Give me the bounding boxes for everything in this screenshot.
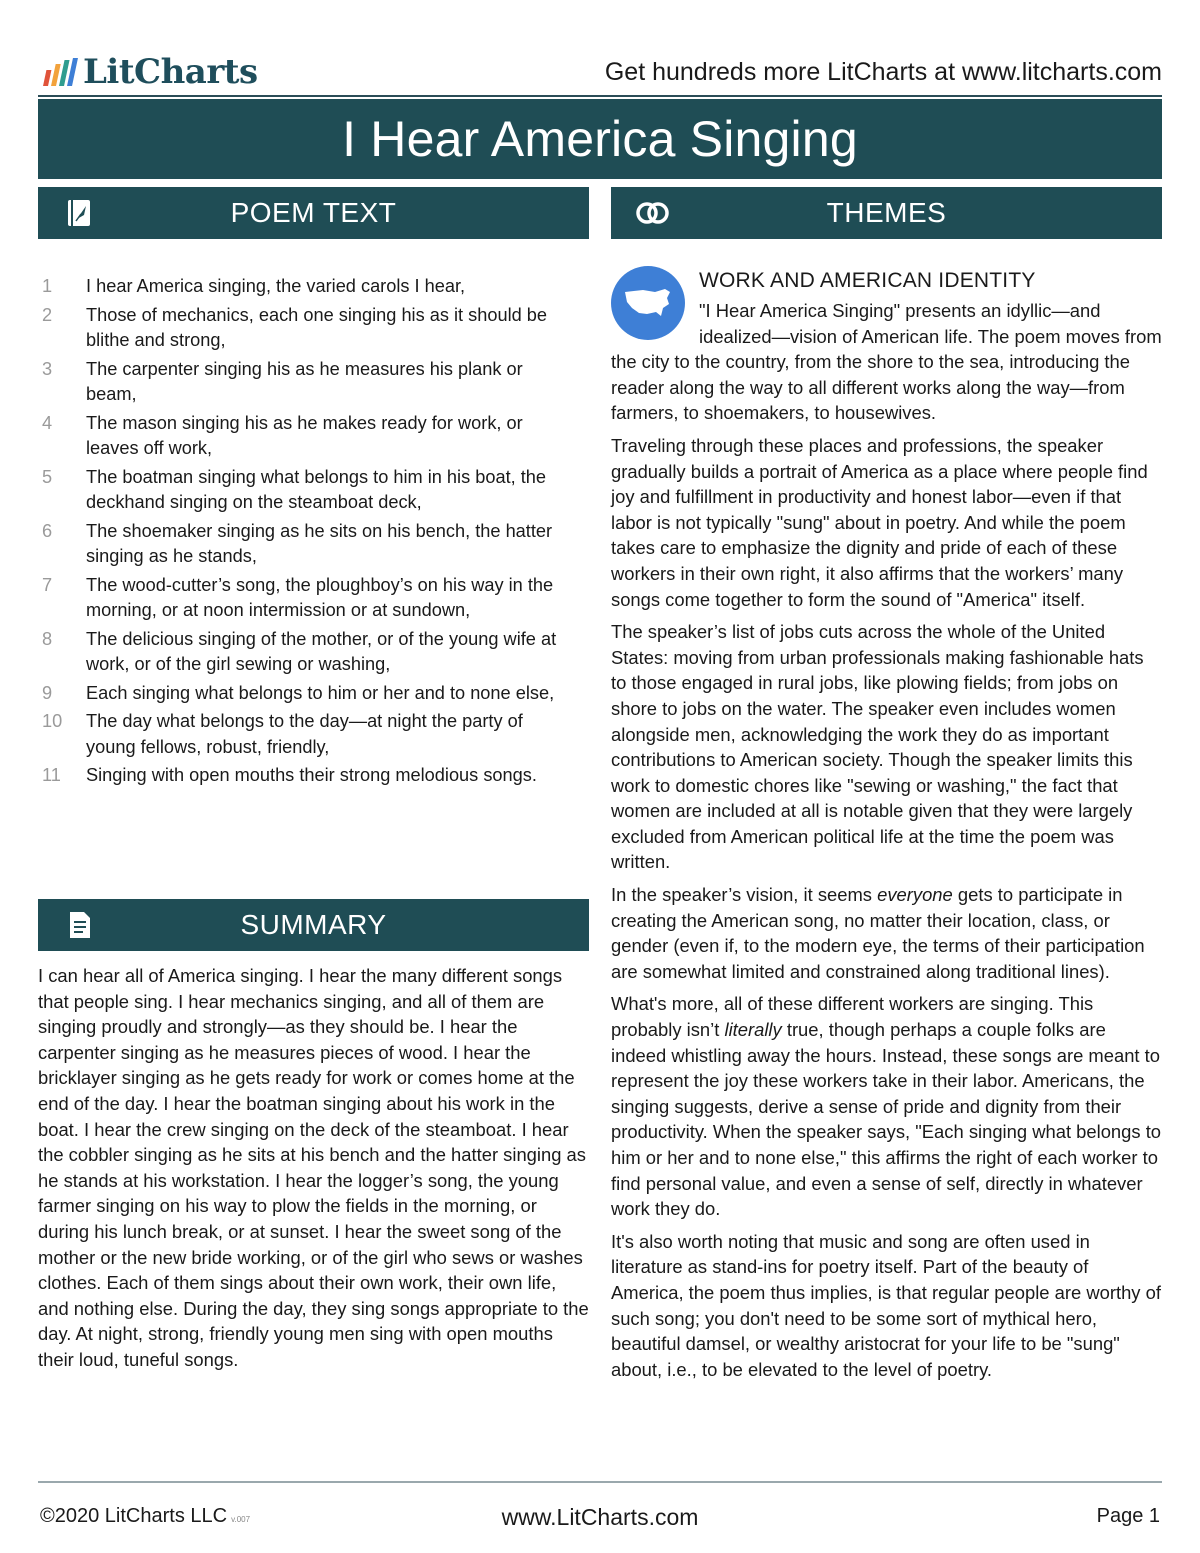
- theme-emphasis: everyone: [877, 884, 953, 906]
- poem-line: [38, 763, 589, 789]
- promo-link[interactable]: Get hundreds more LitCharts at www.litcharts.com: [604, 58, 1162, 86]
- line-number: 11: [42, 765, 61, 785]
- line-number: 5: [42, 466, 53, 487]
- line-text: The carpenter singing his as he measures his plank or beam,: [86, 358, 523, 404]
- logo-bars-icon: [43, 58, 78, 86]
- summary-header: [38, 899, 589, 951]
- footer-url[interactable]: www.LitCharts.com: [501, 1504, 699, 1530]
- theme-text: In the speaker’s vision, it seems: [611, 884, 878, 906]
- theme-text: true, though perhaps a couple folks are indeed whistling away the hours. Instead, these songs are meant to represent the joy these workers take in their labor. Americans, the singing suggests, derive a sense of pride and dignity from their productivity. When the speaker says, "Each singing what belongs to him or her and to none else," this affirms the right of each worker to find personal value, and even a sense of self, directly in whatever work they do.: [611, 1019, 1162, 1220]
- line-text: Those of mechanics, each one singing his as it should be blithe and strong,: [86, 304, 548, 350]
- theme-text: gets to participate in creating the American song, no matter their location, class, or gender (even if, to the modern eye, the terms of their participation are somewhat limited and constrained along traditional lines).: [611, 884, 1145, 982]
- title-banner: [38, 99, 1162, 179]
- litcharts-logo[interactable]: [46, 52, 258, 92]
- page-header: [38, 50, 1162, 92]
- line-text: The delicious singing of the mother, or of the young wife at work, or of the girl sewing or washing,: [86, 628, 557, 674]
- line-number: 9: [42, 682, 53, 703]
- themes-header: [611, 187, 1162, 239]
- line-number: 4: [42, 412, 53, 433]
- poem-line: [38, 303, 589, 354]
- themes-label: THEMES: [826, 197, 947, 228]
- poem-line: [38, 411, 589, 462]
- theme-emphasis: literally: [724, 1019, 782, 1041]
- line-number: 7: [42, 574, 53, 595]
- document-icon: [62, 911, 98, 939]
- poem-line: [38, 627, 589, 678]
- line-text: I hear America singing, the varied carols I hear,: [86, 276, 466, 296]
- poem-line: [38, 274, 589, 300]
- quill-book-icon: [62, 199, 98, 227]
- summary-label: SUMMARY: [240, 909, 387, 940]
- usa-map-icon: [611, 266, 685, 340]
- page-title: I Hear America Singing: [342, 111, 858, 167]
- poem-text-label: POEM TEXT: [230, 197, 397, 228]
- line-number: 1: [42, 276, 53, 296]
- header-divider: [38, 95, 1162, 97]
- line-number: 8: [42, 628, 53, 649]
- line-text: The shoemaker singing as he sits on his bench, the hatter singing as he stands,: [86, 520, 553, 566]
- line-text: The mason singing his as he makes ready for work, or leaves off work,: [86, 412, 523, 458]
- line-text: Singing with open mouths their strong melodious songs.: [86, 765, 537, 785]
- poem-text: [38, 274, 589, 792]
- version: v.007: [231, 1515, 251, 1524]
- summary-text: I can hear all of America singing. I hear the many different songs that people sing. I hear mechanics singing, and all of them are singing proudly and strongly—as they should be. I hear the carpenter singing as he measures pieces of wood. I hear the bricklayer singing as he gets ready for work or comes home at the end of the day. I hear the boatman singing about his work in the boat. I hear the crew singing on the deck of the steamboat. I hear the cobbler singing as he sits at his bench and the hatter singing as he stands at his workstation. I hear the logger’s song, the young farmer singing on his way to plow the fields in the morning, or during his lunch break, or at sunset. I hear the sweet song of the mother or the new bride working, or of the girl who sews or washes clothes. Each of them sings about their own work, their own life, and nothing else. During the day, they sing songs appropriate to the day. At night, strong, friendly young men sing with open mouths their loud, tuneful songs.: [38, 965, 589, 1370]
- poem-line: [38, 357, 589, 408]
- theme-paragraph: "I Hear America Singing" presents an idyllic—and idealized—vision of American life. The poem moves from the city to the country, from the shore to the sea, introducing the reader along the way to all different works along the way—from farmers, to shoemakers, to housewives.: [611, 300, 1162, 424]
- page-number: Page 1: [1096, 1505, 1160, 1527]
- line-number: 10: [42, 711, 63, 731]
- poem-line: [38, 681, 589, 707]
- poem-line: [38, 465, 589, 516]
- poem-line: [38, 519, 589, 570]
- poem-text-header: [38, 187, 589, 239]
- line-text: The boatman singing what belongs to him in his boat, the deckhand singing on the steamboat deck,: [86, 466, 547, 512]
- line-number: 3: [42, 358, 53, 379]
- theme-title: WORK AND AMERICAN IDENTITY: [699, 269, 1036, 292]
- theme-text: What's more, all of these different workers are singing. This probably isn’t: [611, 993, 1094, 1041]
- poem-line: [38, 709, 589, 760]
- poem-line: [38, 573, 589, 624]
- logo-text: LitCharts: [83, 52, 258, 92]
- theme-circles-icon: [635, 199, 671, 227]
- line-number: 6: [42, 520, 53, 541]
- line-number: 2: [42, 304, 53, 325]
- theme-paragraph: [611, 882, 1162, 984]
- theme-paragraph: Traveling through these places and professions, the speaker gradually builds a portrait of America as a place where people find joy and fulfillment in productivity and honest labor—even if that labor is not typically "sung" about in poetry. And while the poem takes care to emphasize the dignity and pride of each of these workers in their own right, it also affirms that the workers’ many songs come together to form the sound of "America" itself.: [611, 434, 1148, 610]
- footer-divider: [38, 1481, 1162, 1483]
- line-text: Each singing what belongs to him or her and to none else,: [86, 682, 555, 703]
- theme-paragraph: The speaker’s list of jobs cuts across the whole of the United States: moving from urban professionals making fashionable hats to those engaged in rural jobs, like plowing fields; from jobs on shore to jobs on the water. The speaker even includes women alongside men, acknowledging the work they do as important contributions to American society. Though the speaker limits this work to domestic chores like "sewing or washing," the fact that women are included at all is notable given that they were largely excluded from American political life at the time the poem was written.: [611, 621, 1144, 873]
- line-text: The wood-cutter’s song, the ploughboy’s on his way in the morning, or at noon intermission or at sundown,: [86, 574, 554, 620]
- themes-content: [611, 264, 1162, 1389]
- theme-paragraph: It's also worth noting that music and song are often used in literature as stand-ins for poetry itself. Part of the beauty of America, the poem thus implies, is that regular people are worthy of such song; you don't need to be some sort of mythical hero, beautiful damsel, or wealthy aristocrat for your life to be "sung" about, i.e., to be elevated to the level of poetry.: [611, 1230, 1161, 1380]
- line-text: The day what belongs to the day—at night the party of young fellows, robust, friendly,: [86, 711, 523, 757]
- copyright-text: ©2020 LitCharts LLC: [40, 1505, 228, 1527]
- theme-paragraph: [611, 991, 1162, 1221]
